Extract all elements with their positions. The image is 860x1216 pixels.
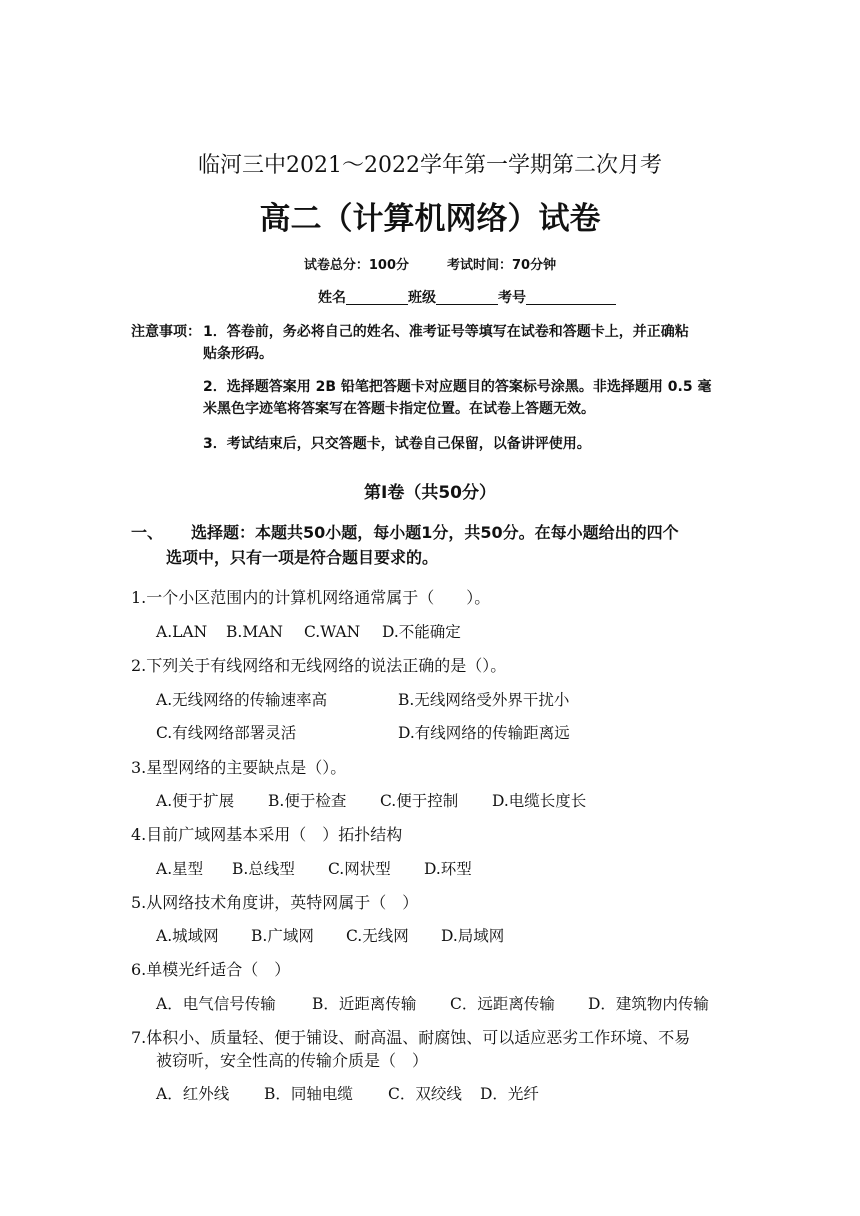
name-blank bbox=[346, 290, 408, 305]
note-3: 3．考试结束后，只交答题卡，试卷自己保留，以备讲评使用。 bbox=[203, 436, 591, 452]
note-2-line-1: 2．选择题答案用 2B 铅笔把答题卡对应题目的答案标号涂黑。非选择题用 0.5 毫 bbox=[203, 379, 712, 395]
question-4-stem: 4.目前广域网基本采用（ ）拓扑结构 bbox=[131, 825, 403, 844]
option-b: B．同轴电缆 bbox=[264, 1085, 353, 1103]
question-7-stem-line-2: 被窃听，安全性高的传输介质是（ ） bbox=[156, 1051, 429, 1070]
option-c: C．远距离传输 bbox=[450, 995, 555, 1013]
option-d: D.不能确定 bbox=[382, 623, 461, 641]
section-number: 一、 bbox=[131, 523, 164, 542]
option-a: A.无线网络的传输速率高 bbox=[156, 691, 328, 709]
option-a: A.便于扩展 bbox=[156, 792, 235, 810]
question-1-options bbox=[156, 620, 461, 642]
option-b: B.MAN bbox=[226, 623, 283, 641]
question-6-options bbox=[156, 992, 709, 1014]
note-1-line-2: 贴条形码。 bbox=[203, 346, 273, 362]
option-c: C.无线网 bbox=[346, 927, 409, 945]
class-label: 班级 bbox=[408, 290, 436, 306]
number-label: 考号 bbox=[498, 290, 526, 306]
exam-meta bbox=[0, 254, 860, 273]
option-d: D．建筑物内传输 bbox=[588, 995, 709, 1013]
section-instruction-line-1: 选择题：本题共50小题，每小题1分，共50分。在每小题给出的四个 bbox=[191, 523, 679, 542]
question-2-options-row-1 bbox=[156, 688, 569, 710]
option-c: C.网状型 bbox=[328, 860, 391, 878]
option-b: B.便于检查 bbox=[268, 792, 347, 810]
question-4-options bbox=[156, 857, 472, 879]
question-7-options bbox=[156, 1082, 539, 1104]
option-a: A.星型 bbox=[156, 860, 204, 878]
option-a: A.城域网 bbox=[156, 927, 219, 945]
question-6-stem: 6.单模光纤适合（ ） bbox=[131, 960, 291, 979]
option-d: D.电缆长度长 bbox=[492, 792, 587, 810]
question-1-stem: 1.一个小区范围内的计算机网络通常属于（ ）。 bbox=[131, 588, 491, 607]
total-score: 试卷总分：100分 bbox=[303, 258, 410, 273]
name-label: 姓名 bbox=[318, 290, 346, 306]
exam-title: 临河三中2021～2022学年第一学期第二次月考 bbox=[198, 153, 662, 178]
note-1-line-1: 1．答卷前，务必将自己的姓名、准考证号等填写在试卷和答题卡上，并正确粘 bbox=[203, 324, 689, 340]
question-3-options bbox=[156, 789, 586, 811]
question-3-stem: 3.星型网络的主要缺点是（）。 bbox=[131, 758, 347, 777]
exam-time: 考试时间：70分钟 bbox=[447, 258, 557, 273]
option-a: A.LAN bbox=[156, 623, 208, 641]
option-b: B.无线网络受外界干扰小 bbox=[398, 691, 570, 709]
note-2-line-2: 米黑色字迹笔将答案写在答题卡指定位置。在试卷上答题无效。 bbox=[203, 401, 595, 417]
option-b: B.总线型 bbox=[232, 860, 295, 878]
question-5-stem: 5.从网络技术角度讲，英特网属于（ ） bbox=[131, 893, 419, 912]
option-d: D．光纤 bbox=[480, 1085, 539, 1103]
class-blank bbox=[436, 290, 498, 305]
option-d: D.有线网络的传输距离远 bbox=[398, 724, 570, 742]
paper-title: 高二（计算机网络）试卷 bbox=[259, 201, 601, 237]
option-c: C．双绞线 bbox=[388, 1085, 462, 1103]
option-d: D.局域网 bbox=[441, 927, 505, 945]
question-2-stem: 2.下列关于有线网络和无线网络的说法正确的是（）。 bbox=[131, 656, 507, 675]
option-c: C.有线网络部署灵活 bbox=[156, 724, 297, 742]
number-blank bbox=[526, 290, 616, 305]
option-c: C.便于控制 bbox=[380, 792, 459, 810]
question-2-options-row-2 bbox=[156, 721, 570, 743]
option-b: B.广域网 bbox=[251, 927, 314, 945]
part-title: 第Ⅰ卷（共50分） bbox=[364, 483, 496, 503]
notes-lead: 注意事项： bbox=[131, 324, 201, 340]
option-d: D.环型 bbox=[424, 860, 472, 878]
option-b: B．近距离传输 bbox=[312, 995, 417, 1013]
option-a: A．红外线 bbox=[156, 1085, 230, 1103]
question-7-stem-line-1: 7.体积小、质量轻、便于铺设、耐高温、耐腐蚀、可以适应恶劣工作环境、不易 bbox=[131, 1028, 691, 1047]
question-5-options bbox=[156, 924, 504, 946]
option-a: A．电气信号传输 bbox=[156, 995, 276, 1013]
option-c: C.WAN bbox=[304, 623, 361, 641]
student-info-line bbox=[318, 287, 616, 307]
section-instruction-line-2: 选项中，只有一项是符合题目要求的。 bbox=[166, 548, 439, 567]
